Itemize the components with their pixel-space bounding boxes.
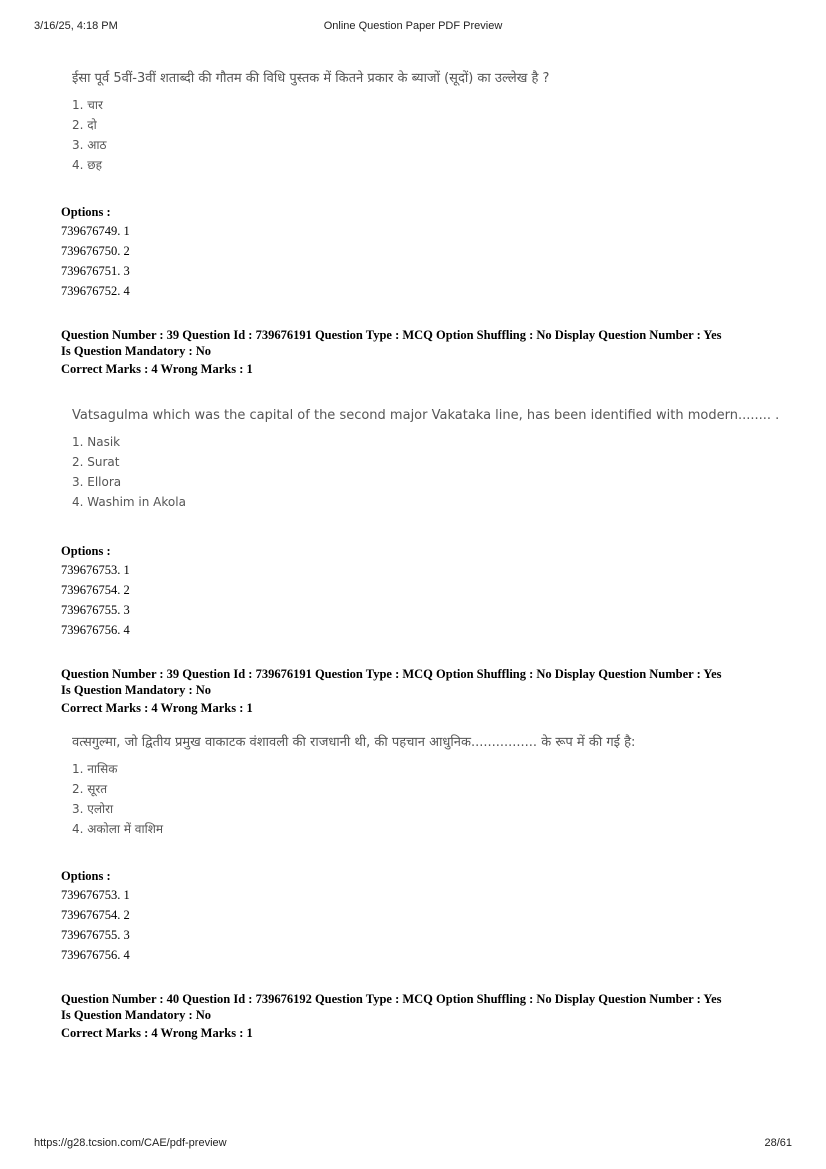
options-title: Options : (61, 205, 111, 219)
option-row: 739676749. 1 (61, 224, 130, 238)
meta-marks: Correct Marks : 4 Wrong Marks : 1 (61, 701, 253, 715)
options-list-1 (61, 205, 130, 304)
options-list-3 (61, 869, 130, 968)
choice-2: 2. Surat (72, 455, 120, 469)
option-row: 739676755. 3 (61, 603, 130, 617)
options-list-2 (61, 544, 130, 643)
question-meta-2 (61, 666, 722, 716)
header-title: Online Question Paper PDF Preview (323, 20, 503, 32)
option-row: 739676752. 4 (61, 284, 130, 298)
meta-line: Question Number : 39 Question Id : 739676191 Question Type : MCQ Option Shuffling : No Display Question Number : Yes (61, 667, 722, 681)
meta-line: Is Question Mandatory : No (61, 344, 212, 358)
option-row: 739676751. 3 (61, 264, 130, 278)
meta-line: Question Number : 40 Question Id : 739676192 Question Type : MCQ Option Shuffling : No Display Question Number : Yes (61, 992, 722, 1006)
footer-url: https://g28.tcsion.com/CAE/pdf-preview (34, 1137, 227, 1149)
choice-1: 1. चार (72, 98, 103, 112)
question-text: वत्सगुल्मा, जो द्वितीय प्रमुख वाकाटक वंशावली की राजधानी थी, की पहचान आधुनिक................ के रूप में की गई है: (72, 735, 636, 750)
meta-marks: Correct Marks : 4 Wrong Marks : 1 (61, 362, 253, 376)
question-image-english (72, 408, 779, 510)
meta-marks: Correct Marks : 4 Wrong Marks : 1 (61, 1026, 253, 1040)
question-text: Vatsagulma which was the capital of the second major Vakataka line, has been identified with modern........ . (72, 408, 780, 423)
options-title: Options : (61, 544, 111, 558)
choice-1: 1. Nasik (72, 435, 121, 449)
header-datetime: 3/16/25, 4:18 PM (34, 20, 118, 32)
options-title: Options : (61, 869, 111, 883)
choice-4: 4. अकोला में वाशिम (72, 822, 164, 836)
meta-line: Question Number : 39 Question Id : 739676191 Question Type : MCQ Option Shuffling : No Display Question Number : Yes (61, 328, 722, 342)
choice-3: 3. आठ (72, 138, 107, 152)
choice-3: 3. एलोरा (72, 802, 114, 816)
option-row: 739676750. 2 (61, 244, 130, 258)
choice-4: 4. Washim in Akola (72, 495, 186, 509)
choice-3: 3. Ellora (72, 475, 122, 489)
option-row: 739676754. 2 (61, 583, 130, 597)
option-row: 739676755. 3 (61, 928, 130, 942)
meta-line: Is Question Mandatory : No (61, 1008, 212, 1022)
meta-line: Is Question Mandatory : No (61, 683, 212, 697)
option-row: 739676756. 4 (61, 623, 130, 637)
question-meta-1 (61, 327, 722, 377)
option-row: 739676753. 1 (61, 888, 130, 902)
option-row: 739676754. 2 (61, 908, 130, 922)
question-text: ईसा पूर्व 5वीं-3वीं शताब्दी की गौतम की विधि पुस्तक में कितने प्रकार के ब्याजों (सूदों) का उल्लेख है ? (72, 71, 550, 86)
choice-1: 1. नासिक (72, 762, 118, 776)
footer-page-number: 28/61 (764, 1137, 792, 1149)
option-row: 739676756. 4 (61, 948, 130, 962)
choice-2: 2. दो (72, 118, 97, 132)
choice-4: 4. छह (72, 158, 103, 172)
choice-2: 2. सूरत (72, 782, 108, 796)
option-row: 739676753. 1 (61, 563, 130, 577)
question-meta-3 (61, 991, 722, 1041)
question-image-hindi-2 (72, 732, 635, 837)
question-image-hindi-1 (72, 68, 549, 173)
